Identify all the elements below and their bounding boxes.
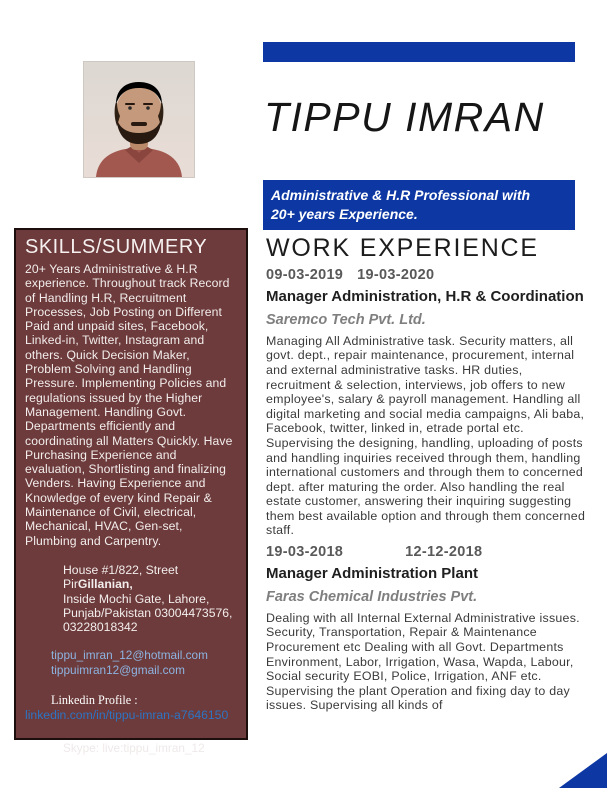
bottom-corner-triangle (559, 753, 607, 788)
candidate-name: TIPPU IMRAN (264, 94, 545, 140)
tagline-line-1: Administrative & H.R Professional with (271, 187, 531, 203)
profile-photo (83, 61, 195, 178)
portrait-illustration (84, 62, 194, 177)
skills-heading: SKILLS/SUMMERY (25, 236, 208, 258)
work-experience-heading: WORK EXPERIENCE (266, 234, 539, 262)
date-start: 09-03-2019 (266, 267, 344, 283)
summary-text: 20+ Years Administrative & H.R experience. Throughout track Record of Handling H.R, Recruitment Processes, Job Posting on Different Paid and unpaid sites, Facebook, Linked-in, Twitter, Instagram and others. Quick Decision Maker, Problem Solving and Handling Pressure. Implementing Policies and regulations issued by the Higher Management. Handling Govt. Departments efficiently and coordinating all Matters Quickly. Have Purchasing Experience and evaluation, Shortlisting and finalizing Venders. Having Experience and Knowledge of every kind Repair & Maintenance of Civil, electrical, Mechanical, HVAC, Gen-set, Plumbing and Carpentry. (25, 262, 233, 548)
date-start: 19-03-2018 (266, 544, 344, 561)
email-link-hotmail[interactable]: tippu_imran_12@hotmail.com (51, 648, 208, 663)
date-end: 19-03-2020 (357, 267, 435, 283)
company-name: Saremco Tech Pvt. Ltd. (266, 311, 426, 328)
address-line-1-bold: Gillanian, (77, 577, 133, 592)
linkedin-block (25, 693, 237, 723)
work-experience-section (266, 234, 590, 713)
address-line-1: House #1/822, Street Pir (63, 562, 179, 592)
tagline-line-2: 20+ years Experience. (271, 206, 418, 222)
job-description: Managing All Administrative task. Security matters, all govt. dept., repair maintenance, procurement, internal and external administrative tasks. HR duties, recruitment & selection, interviews, job offers to new employee's, salary & payroll management. Handling all digital marketing and social media campaigns, Ali baba, Facebook, twitter, linked in, etrade portal etc. Supervising the designing, handling, uploading of posts and handling inquiries received through them, handling international customers and through them to concerned dept. after maturing the order. Also handling the real estate customer, answering their inquiring suggesting them best available option and through them concerned staff. (266, 333, 586, 538)
job-dates (266, 267, 590, 283)
email-link-gmail[interactable]: tippuimran12@gmail.com (51, 662, 185, 677)
company-name: Faras Chemical Industries Pvt. (266, 588, 478, 605)
skype-handle: Skype: live:tippu_imran_12 (63, 741, 205, 756)
job-entry (266, 267, 590, 538)
job-entry (266, 544, 590, 713)
tagline-banner (263, 180, 575, 230)
job-title: Manager Administration Plant (266, 565, 478, 583)
linkedin-label: Linkedin Profile : (51, 693, 138, 708)
email-block (51, 648, 237, 677)
date-end: 12-12-2018 (405, 544, 483, 561)
address-block (63, 563, 237, 634)
address-line-4: 03228018342 (63, 620, 138, 635)
job-title: Manager Administration, H.R & Coordination (266, 288, 584, 305)
top-accent-bar (263, 42, 575, 62)
job-dates (266, 544, 590, 560)
linkedin-link[interactable]: linkedin.com/in/tippu-imran-a7646150 (25, 708, 229, 723)
address-line-2: Inside Mochi Gate, Lahore, (63, 591, 210, 606)
address-line-3: Punjab/Pakistan 03004473576, (63, 605, 233, 620)
job-description: Dealing with all Internal External Administrative issues. Security, Transportation, Repair & Maintenance Procurement etc Dealing with all Govt. Departments Environment, Labor, Irrigation, Wasa, Wapda, Labour, Social security EOBI, Police, Irrigation, ANF etc. Supervising the plant Operation and fixing day to day issues. Supervising all kinds of (266, 610, 580, 713)
skills-sidebar (14, 228, 248, 756)
